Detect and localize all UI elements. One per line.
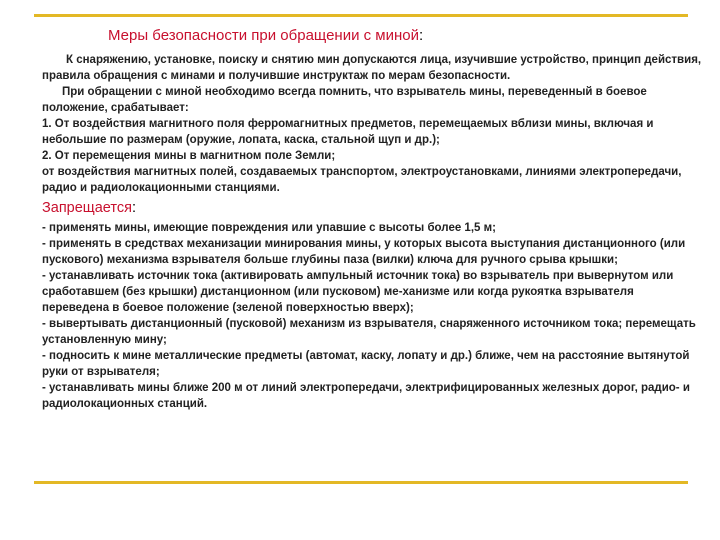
trigger-item-1: 1. От воздействия магнитного поля ферромагнитных предметов, перемещаемых вблизи мины, включая и небольшие по размерам (оружие, лопата, каска, стальной щуп и др.); [42,118,654,146]
prohibited-item-distance: - устанавливать мины ближе 200 м от линий электропередачи, электрифицированных железных дорог, радио- и радиолокационных станций. [42,382,690,410]
prohibited-heading [42,198,702,218]
bottom-divider [34,481,688,484]
intro-paragraph-admission: К снаряжению, установке, поиску и снятию мин допускаются лица, изучившие устройство, принцип действия, правила обращения с минами и получившие инструктаж по мерам безопасности. [42,54,702,82]
prohibited-heading-text: Запрещается [42,200,132,216]
prohibited-item-unscrew: - вывертывать дистанционный (пусковой) механизм из взрывателя, снаряженного источником тока; перемещать установленную мину; [42,318,696,346]
prohibited-item-metal: - подносить к мине металлические предметы (автомат, каску, лопату и др.) ближе, чем на расстояние вытянутой руки от взрывателя; [42,350,690,378]
prohibited-item-damaged: - применять мины, имеющие повреждения или упавшие с высоты более 1,5 м; [42,222,496,234]
top-divider [34,14,688,17]
title-text: Меры безопасности при обращении с миной [108,27,420,44]
prohibited-heading-colon: : [131,200,136,216]
intro-paragraph-trigger: При обращении с миной необходимо всегда помнить, что взрыватель мины, переведенный в боевое положение, срабатывает: [42,86,647,114]
prohibited-item-mechanization: - применять в средствах механизации минирования мины, у которых высота выступания дистанционного (или пускового) механизма взрывателя больше глубины паза (вилки) ключа для ручного срыва крышки; [42,238,686,266]
trigger-item-2: 2. От перемещения мины в магнитном поле Земли; [42,150,336,162]
prohibited-item-power-source: - устанавливать источник тока (активировать ампульный источник тока) во взрыватель при вывернутом или сработавшем (без крышки) дистанционном (или пусковом) ме-ханизме или когда рукоятка взрывателя переведена в боевое положение (зеленой поверхностью вверх); [42,270,674,314]
document-body [42,52,702,412]
trigger-item-3: от воздействия магнитных полей, создаваемых транспортом, электроустановками, линиями электропередачи, радио и радиолокационными станциями. [42,166,682,194]
title-colon: : [419,27,424,44]
page-title [108,27,423,44]
